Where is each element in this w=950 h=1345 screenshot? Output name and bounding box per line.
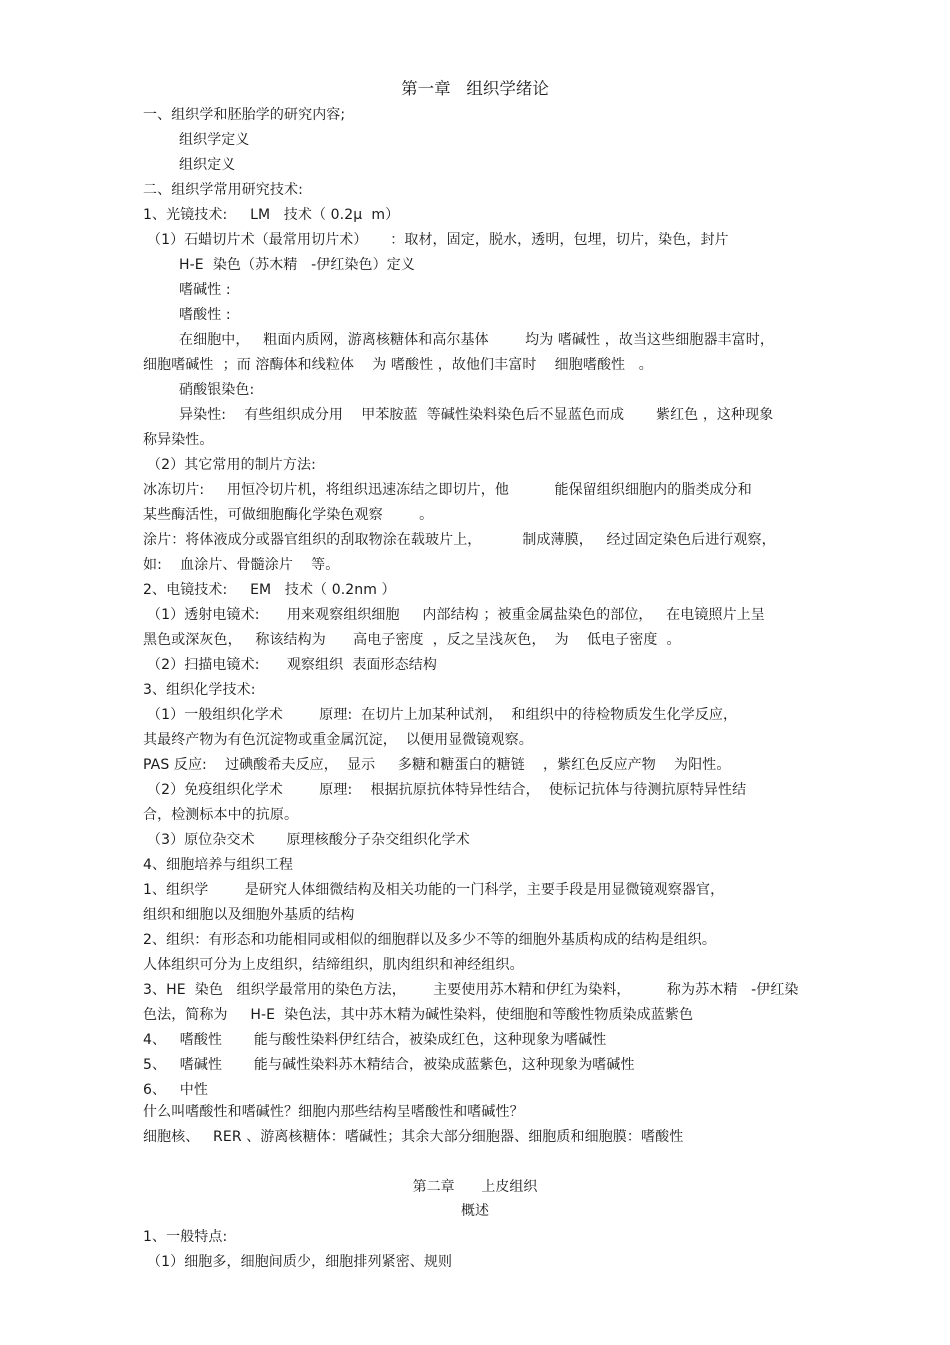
text-line: （1）石蜡切片术（最常用切片术） ：取材，固定，脱水，透明，包埋，切片，染色，封片 — [147, 232, 729, 248]
text-line: 二、组织学常用研究技术: — [143, 182, 303, 198]
text-line: 细胞嗜碱性 ；而 溶酶体和线粒体 为 嗜酸性 ，故他们丰富时 细胞嗜酸性 。 — [143, 357, 653, 373]
text-line: 黑色或深灰色， 称该结构为 高电子密度 ，反之呈浅灰色， 为 低电子密度 。 — [143, 632, 681, 648]
text-line: （2）扫描电镜术: 观察组织 表面形态结构 — [147, 657, 437, 673]
text-line: 3、组织化学技术: — [143, 682, 256, 698]
text-line: 6、 中性 — [143, 1082, 208, 1098]
text-line: 异染性: 有些组织成分用 甲苯胺蓝 等碱性染料染色后不显蓝色而成 紫红色 ，这种现象 — [179, 407, 774, 423]
text-line: 组织定义 — [179, 157, 236, 173]
text-line: 1、光镜技术: LM 技术（ 0.2μ m） — [143, 207, 400, 223]
text-line: 2、组织：有形态和功能相同或相似的细胞群以及多少不等的细胞外基质构成的结构是组织。 — [143, 932, 717, 948]
text-line: （2）其它常用的制片方法: — [147, 457, 316, 473]
text-line: 某些酶活性，可做细胞酶化学染色观察 。 — [143, 507, 434, 523]
chapter-2-title: 第二章 上皮组织 — [412, 1179, 538, 1195]
text-line: 嗜碱性 : — [179, 282, 231, 298]
text-line: 人体组织可分为上皮组织，结缔组织，肌肉组织和神经组织。 — [143, 957, 524, 973]
text-line: 如: 血涂片、骨髓涂片 等。 — [143, 557, 340, 573]
text-line: 4、 嗜酸性 能与酸性染料伊红结合，被染成红色，这种现象为嗜碱性 — [143, 1032, 607, 1048]
text-line: 3、HE 染色 组织学最常用的染色方法， 主要使用苏木精和伊红为染料， 称为苏木精 -伊红染 — [143, 982, 799, 998]
text-line: 在细胞中， 粗面内质网，游离核糖体和高尔基体 均为 嗜碱性 ，故当这些细胞器丰富时， — [179, 332, 774, 348]
text-line: （3）原位杂交术 原理核酸分子杂交组织化学术 — [147, 832, 470, 848]
text-line: 5、 嗜碱性 能与碱性染料苏木精结合，被染成蓝紫色，这种现象为嗜碱性 — [143, 1057, 635, 1073]
text-line: 涂片：将体液成分或器官组织的刮取物涂在载玻片上， 制成薄膜， 经过固定染色后进行观察， — [143, 532, 776, 548]
text-line: 什么叫嗜酸性和嗜碱性？细胞内那些结构呈嗜酸性和嗜碱性？ — [143, 1104, 524, 1120]
text-line: （1）一般组织化学术 原理: 在切片上加某种试剂， 和组织中的待检物质发生化学反应， — [147, 707, 738, 723]
text-line: 1、组织学 是研究人体细微结构及相关功能的一门科学，主要手段是用显微镜观察器官， — [143, 882, 725, 898]
text-line: 合，检测标本中的抗原。 — [143, 807, 299, 823]
text-line: 组织和细胞以及细胞外基质的结构 — [143, 907, 355, 923]
text-line: PAS 反应: 过碘酸希夫反应， 显示 多糖和糖蛋白的糖链 ，紫红色反应产物 为阳性。 — [143, 757, 731, 773]
text-line: 硝酸银染色: — [179, 382, 255, 398]
text-line: H-E 染色（苏木精 -伊红染色）定义 — [179, 257, 415, 273]
text-line: 其最终产物为有色沉淀物或重金属沉淀， 以便用显微镜观察。 — [143, 732, 533, 748]
text-line: 4、细胞培养与组织工程 — [143, 857, 294, 873]
text-line: 2、电镜技术: EM 技术（ 0.2nm ） — [143, 582, 396, 598]
chapter-1-title: 第一章 组织学绪论 — [401, 79, 549, 98]
text-line: 组织学定义 — [179, 132, 250, 148]
text-line: 1、一般特点: — [143, 1229, 228, 1245]
text-line: 嗜酸性 : — [179, 307, 231, 323]
text-line: 称异染性。 — [143, 432, 214, 448]
text-line: 冰冻切片: 用恒冷切片机，将组织迅速冻结之即切片，他 能保留组织细胞内的脂类成分和 — [143, 482, 752, 498]
text-line: （1）透射电镜术: 用来观察组织细胞 内部结构 ；被重金属盐染色的部位， 在电镜照片上呈 — [147, 607, 765, 623]
chapter-2-subtitle: 概述 — [461, 1203, 489, 1219]
text-line: （2）免疫组织化学术 原理: 根据抗原抗体特异性结合， 使标记抗体与待测抗原特异性结 — [147, 782, 747, 798]
text-line: 一、组织学和胚胎学的研究内容; — [143, 107, 346, 123]
text-line: （1）细胞多，细胞间质少，细胞排列紧密、规则 — [147, 1254, 453, 1270]
text-line: 色法，简称为 H-E 染色法，其中苏木精为碱性染料，使细胞和等酸性物质染成蓝紫色 — [143, 1007, 694, 1023]
text-line: 细胞核、 RER 、游离核糖体：嗜碱性；其余大部分细胞器、细胞质和细胞膜：嗜酸性 — [143, 1129, 684, 1145]
